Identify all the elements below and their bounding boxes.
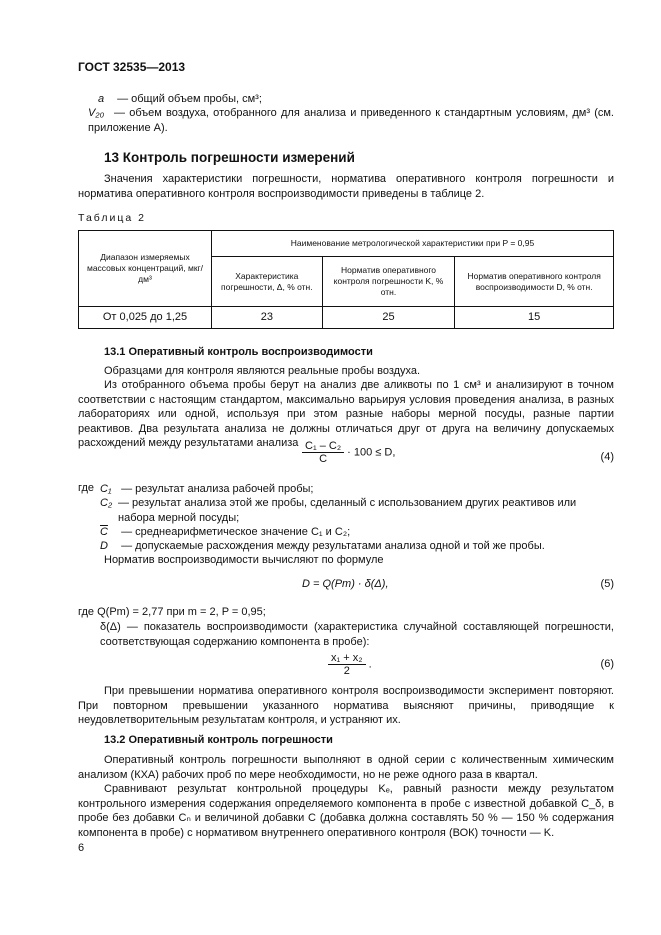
- eq6-numerator: x₁ + x₂: [328, 652, 366, 665]
- symbol-cavg: $\overline{C}$: [100, 526, 108, 538]
- s132-p1: Оперативный контроль погрешности выполняют в одной серии с количественным химическим анализом (КХА) рабочих проб по мере необходимости, но не реже одного раза в квартал.: [78, 754, 614, 781]
- equation-5: D = Q(Pm) · δ(Δ),: [302, 578, 389, 590]
- legend-c2-text: — результат анализа этой же пробы, сделанный с использованием других реактивов или набора мерной посуды;: [118, 497, 577, 524]
- symbol-c2: C₂: [100, 497, 113, 509]
- eq4-number: (4): [600, 451, 614, 463]
- eq6-number: (6): [600, 658, 614, 670]
- eq4-numerator: C₁ – C₂: [302, 440, 344, 453]
- cell-d: 15: [455, 307, 614, 329]
- legend-cavg: [100, 525, 614, 540]
- table-header-k: Норматив оперативного контроля погрешности K, % отн.: [322, 257, 455, 307]
- section-13-title: 13 Контроль погрешности измерений: [104, 150, 355, 165]
- table-header-delta: Характеристика погрешности, Δ, % отн.: [212, 257, 323, 307]
- delta-definition: δ(Δ) — показатель воспроизводимости (характеристика случайной составляющей погрешности, соответствующая содержанию компонента в пробе):: [100, 621, 614, 648]
- legend-d-text: — допускаемые расхождения между результатами анализа одной и той же пробы.: [121, 540, 545, 552]
- symbol-a: a: [98, 93, 105, 105]
- s131-p4: При превышении норматива оперативного контроля воспроизводимости эксперимент повторяют. При повторном превышении указанного норматива выясняют причины, приводящие к неудовлетворительным результатам контроля, и устраняют их.: [78, 685, 614, 726]
- page-number: 6: [78, 842, 85, 854]
- where-q: где Q(Pm) = 2,77 при m = 2, P = 0,95;: [78, 606, 266, 618]
- legend-c1: [100, 482, 614, 497]
- definition-v20-text: — объем воздуха, отобранного для анализа и приведенного к стандартным условиям, дм³ (см. приложение А).: [88, 107, 614, 134]
- cell-delta: 23: [212, 307, 323, 329]
- equation-6: [328, 652, 372, 677]
- symbol-c1: C₁: [100, 483, 112, 495]
- table-header-d: Норматив оперативного контроля воспроизводимости D, % отн.: [455, 257, 614, 307]
- section-13-intro: Значения характеристики погрешности, норматива оперативного контроля погрешности и норматива оперативного контроля воспроизводимости приведены в таблице 2.: [78, 173, 614, 200]
- eq6-tail: .: [368, 658, 372, 671]
- eq6-denominator: 2: [343, 665, 350, 677]
- definition-a: [98, 92, 614, 107]
- s131-p3: Норматив воспроизводимости вычисляют по формуле: [104, 554, 384, 566]
- symbol-d: D: [100, 540, 108, 552]
- eq4-denominator: C: [319, 453, 328, 465]
- section-13-1-title: 13.1 Оперативный контроль воспроизводимости: [104, 346, 373, 358]
- eq6-fraction: [328, 652, 366, 677]
- legend-d: [100, 539, 614, 554]
- table-header-group: Наименование метрологической характеристики при P = 0,95: [212, 231, 614, 257]
- symbol-v20: V₂₀: [88, 107, 105, 119]
- table-header-range: Диапазон измеряемых массовых концентраций, мкг/дм³: [79, 231, 212, 307]
- cell-k: 25: [322, 307, 455, 329]
- eq4-tail: · 100 ≤ D,: [347, 446, 396, 459]
- section-13-2-title: 13.2 Оперативный контроль погрешности: [104, 734, 333, 746]
- eq4-fraction: [302, 440, 344, 465]
- table-label: Таблица 2: [78, 212, 146, 224]
- s131-p1: Образцами для контроля являются реальные пробы воздуха.: [104, 365, 421, 377]
- table-2: [78, 230, 614, 329]
- equation-4: [302, 440, 395, 465]
- definition-a-text: — общий объем пробы, см³;: [117, 93, 262, 105]
- cell-range: От 0,025 до 1,25: [79, 307, 212, 329]
- table-row: [79, 307, 614, 329]
- eq5-number: (5): [600, 578, 614, 590]
- document-header: ГОСТ 32535—2013: [78, 60, 186, 74]
- legend-c2: [100, 496, 614, 525]
- legend-cavg-text: — среднеарифметическое значение C₁ и C₂;: [121, 526, 351, 538]
- s132-p2: Сравнивают результат контрольной процедуры Kₑ, равный разности между результатом контрольного измерения содержания определяемого компонента в пробе с известной добавкой C_δ, в пробе без добавки Cₙ и величиной добавки C (добавка должна составлять 50 % — 150 % содержания компонента в пробе) с нормативом внутреннего оперативного контроля (ВОК) точности — K.: [78, 783, 614, 839]
- s131-p2: Из отобранного объема пробы берут на анализ две аликвоты по 1 см³ и анализируют в точном соответствии с настоящим стандартом, максимально варьируя условия проведения анализа, в разных лабораториях или одной, используя при этом разные наборы мерной посуды, разные партии реактивов. Два результата анализа не должны отличаться друг от друга на величину допускаемых расхождений между результатами анализа: [78, 379, 614, 449]
- legend-c1-text: — результат анализа рабочей пробы;: [121, 483, 314, 495]
- where-label: где: [78, 482, 95, 494]
- definition-v20: [88, 106, 614, 135]
